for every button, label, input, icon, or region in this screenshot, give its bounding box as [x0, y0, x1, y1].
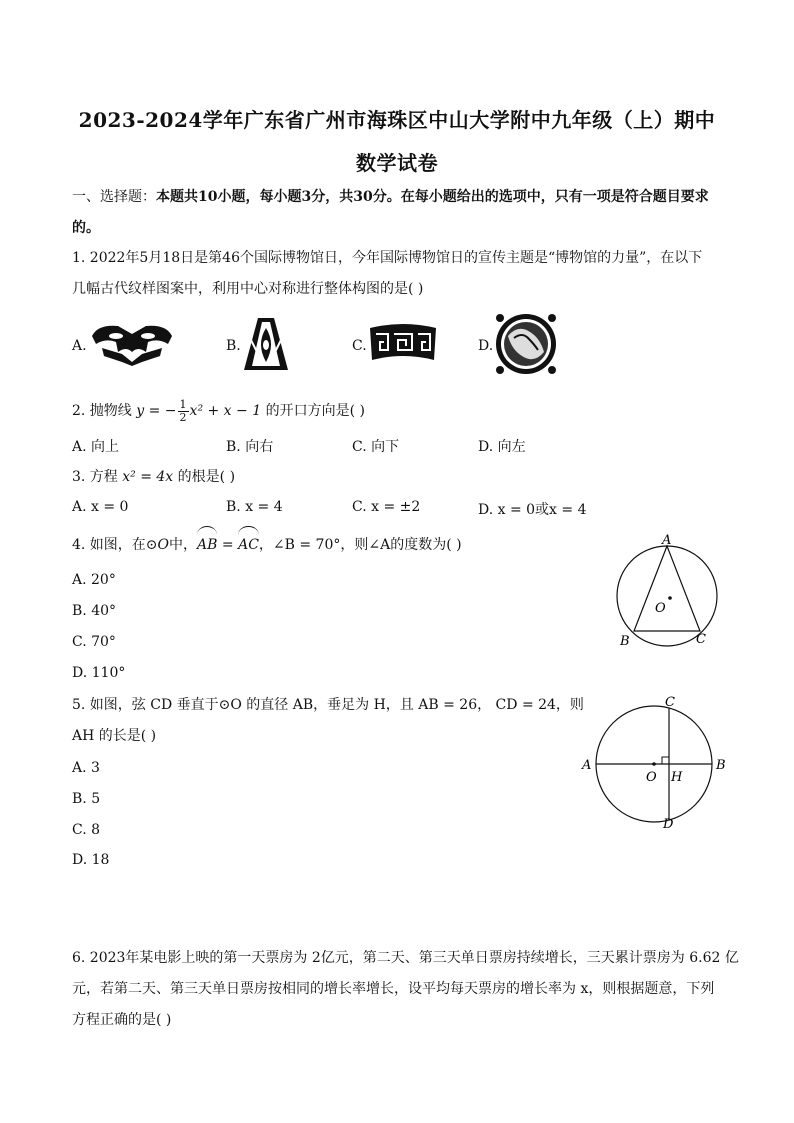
q3-option-d: D. x = 0或x = 4 — [478, 502, 587, 518]
q1-option-d: D. — [478, 338, 494, 354]
q2-option-c: C. 向下 — [352, 439, 400, 455]
bronze-pattern-icon — [368, 322, 438, 364]
q2-option-d: D. 向左 — [478, 439, 526, 455]
q5-label-o: O — [646, 770, 657, 785]
q6-line1: 6. 2023年某电影上映的第一天票房为 2亿元，第二天、第三天单日票房持续增长，三天累计票房为 6.62 亿 — [72, 950, 739, 966]
q5-option-b: B. 5 — [72, 791, 101, 807]
q4-arc-ac: AC — [238, 530, 259, 561]
q5-option-d: D. 18 — [72, 852, 110, 868]
section-lead: 一、选择题： — [72, 189, 156, 205]
q4-stem — [72, 530, 462, 561]
q2-option-a: A. 向上 — [72, 439, 120, 455]
q5-label-c: C — [665, 695, 675, 710]
q5-label-b: B — [716, 758, 726, 773]
q2-stem — [72, 396, 365, 427]
q4-label-o: O — [655, 601, 666, 616]
q4-mid: 中， — [169, 537, 198, 553]
q2-expr-rest: x² + x − 1 — [189, 403, 262, 419]
exam-title-line2: 数学试卷 — [356, 151, 438, 175]
q4-label-c: C — [696, 632, 706, 647]
q5-circle-figure — [576, 690, 736, 834]
q2-expr-y: y = − — [136, 403, 177, 419]
q5-line1: 5. 如图，弦 CD 垂直于⊙O 的直径 AB，垂足为 H，且 AB = 26， CD = 24，则 — [72, 697, 584, 713]
q1-option-a: A. — [72, 338, 87, 354]
q4-label-a: A — [662, 533, 672, 548]
q3-prefix: 3. 方程 — [72, 469, 118, 485]
q1-line2: 几幅古代纹样图案中，利用中心对称进行整体构图的是( ) — [72, 281, 424, 297]
q5-label-h: H — [671, 770, 683, 785]
section-text: 本题共10小题，每小题3分，共30分。在每小题给出的选项中，只有一项是符合题目要求的。 — [72, 189, 709, 236]
exam-title-line1: 2023-2024学年广东省广州市海珠区中山大学附中九年级（上）期中 — [78, 108, 716, 132]
q3-stem — [72, 462, 235, 493]
q4-option-a: A. 20° — [72, 572, 116, 588]
q6-line3: 方程正确的是( ) — [72, 1012, 172, 1028]
q1-option-b: B. — [226, 338, 241, 354]
q4-circle-figure — [608, 530, 728, 654]
q4-condition: ，∠B = 70°，则∠A的度数为( ) — [258, 537, 462, 553]
q4-option-b: B. 40° — [72, 603, 117, 619]
mask-pattern-icon — [88, 318, 176, 368]
q2-frac-num: 1 — [179, 397, 187, 411]
q3-suffix: 的根是( ) — [177, 469, 236, 485]
q4-label-b: B — [620, 634, 630, 649]
q4-eq: = — [217, 537, 239, 553]
q5-option-c: C. 8 — [72, 822, 101, 838]
q5-option-a: A. 3 — [72, 760, 100, 776]
vase-pattern-icon — [240, 314, 292, 376]
q4-option-c: C. 70° — [72, 634, 116, 650]
q2-frac-den: 2 — [179, 410, 187, 424]
q2-option-b: B. 向右 — [226, 439, 274, 455]
q3-option-a: A. x = 0 — [72, 499, 129, 515]
q4-arc-ab: AB — [197, 530, 217, 561]
q5-label-a: A — [582, 758, 592, 773]
q4-option-d: D. 110° — [72, 665, 126, 681]
q2-fraction — [178, 399, 189, 424]
q3-option-b: B. x = 4 — [226, 499, 283, 515]
q3-option-c: C. x = ±2 — [352, 499, 421, 515]
q2-suffix: 的开口方向是( ) — [265, 403, 365, 419]
q5-label-d: D — [663, 817, 674, 832]
q6-line2: 元，若第二天、第三天单日票房按相同的增长率增长，设平均每天票房的增长率为 x，则根据题意，下列 — [72, 981, 715, 997]
round-dragon-pattern-icon — [494, 312, 558, 376]
q1-option-c: C. — [352, 338, 367, 354]
q4-circle: O — [157, 537, 170, 553]
q2-prefix: 2. 抛物线 — [72, 403, 132, 419]
q1-line1: 1. 2022年5月18日是第46个国际博物馆日，今年国际博物馆日的宣传主题是“博物馆的力量”，在以下 — [72, 250, 703, 266]
q3-expr: x² = 4x — [122, 469, 174, 485]
q4-prefix: 4. 如图，在⊙ — [72, 537, 158, 553]
q5-line2: AH 的长是( ) — [72, 728, 157, 744]
section-instructions — [72, 182, 722, 244]
